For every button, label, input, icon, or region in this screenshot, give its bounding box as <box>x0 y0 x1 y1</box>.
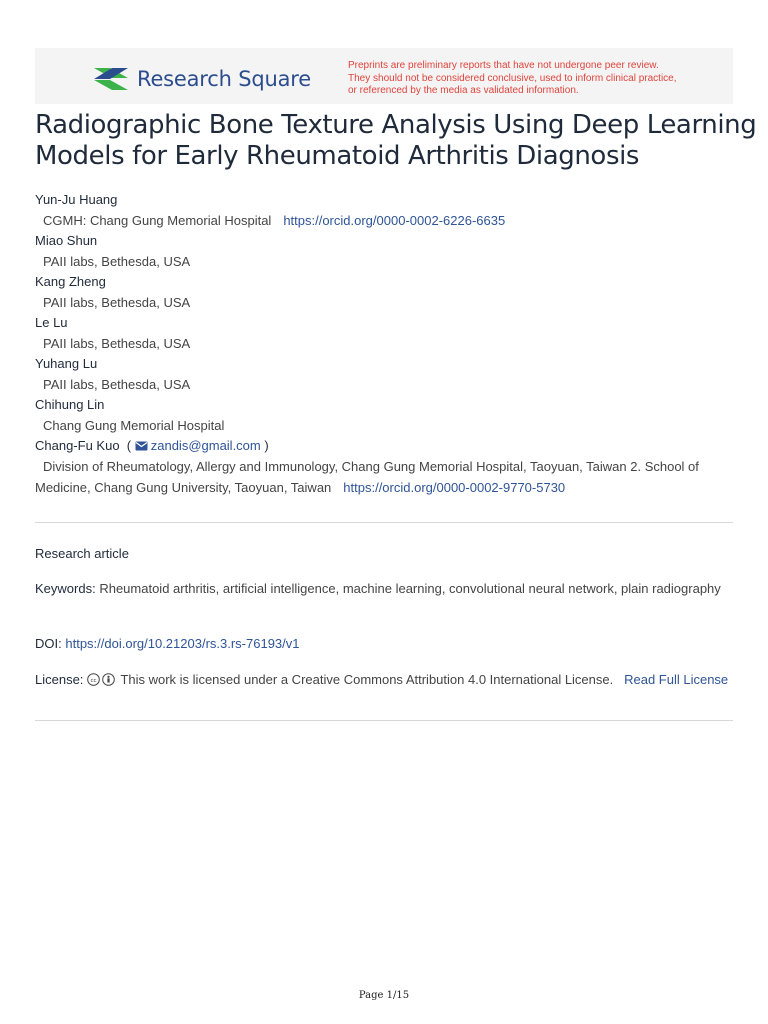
author-name: Le Lu <box>35 315 68 330</box>
divider <box>35 720 733 721</box>
logo-text: Research Square <box>137 67 311 91</box>
doi-link[interactable]: https://doi.org/10.21203/rs.3.rs-76193/v1 <box>65 636 300 651</box>
orcid-link[interactable]: https://orcid.org/0000-0002-9770-5730 <box>343 480 566 495</box>
author-list <box>35 192 735 502</box>
license-section <box>35 670 735 690</box>
envelope-icon <box>135 441 148 451</box>
author-name: Kang Zheng <box>35 274 106 289</box>
license-label: License: <box>35 672 84 687</box>
keywords-value: Rheumatoid arthritis, artificial intelligence, machine learning, convolutional neural network, plain radiography <box>99 581 721 596</box>
doi-section <box>35 634 735 654</box>
author-affiliation: PAII labs, Bethesda, USA <box>43 254 191 269</box>
keywords-label: Keywords: <box>35 581 96 596</box>
author-affiliation: PAII labs, Bethesda, USA <box>43 336 191 351</box>
title-line: Radiographic Bone Texture Analysis Using Deep Learning <box>35 110 757 140</box>
disclaimer-line: They should not be considered conclusive, used to inform clinical practice, <box>348 72 677 84</box>
title-line: Models for Early Rheumatoid Arthritis Diagnosis <box>35 141 640 171</box>
affiliation-text: Division of Rheumatology, Allergy and Immunology, Chang Gung Memorial Hospital, Taoyuan, Taiwan 2. School of Medicine, Chang Gung University, Taoyuan, Taiwan <box>35 459 699 495</box>
license-text: This work is licensed under a Creative Commons Attribution 4.0 International License. <box>120 672 614 687</box>
divider <box>35 522 733 523</box>
author-email-link[interactable]: zandis@gmail.com <box>150 438 261 453</box>
disclaimer-line: Preprints are preliminary reports that have not undergone peer review. <box>348 60 659 71</box>
research-square-logo[interactable] <box>92 64 311 94</box>
svg-text:cc: cc <box>90 677 97 684</box>
affiliation-text: CGMH: Chang Gung Memorial Hospital <box>43 213 272 228</box>
article-type <box>35 544 735 564</box>
author-name: Chihung Lin <box>35 397 105 412</box>
author-affiliation: PAII labs, Bethesda, USA <box>43 295 191 310</box>
author-name: Yun-Ju Huang <box>35 192 118 207</box>
orcid-link[interactable]: https://orcid.org/0000-0002-6226-6635 <box>283 213 506 228</box>
author-affiliation: PAII labs, Bethesda, USA <box>43 377 191 392</box>
research-square-logo-icon <box>92 65 130 93</box>
page-number: Page 1/15 <box>358 990 410 1001</box>
author-affiliation <box>35 456 735 498</box>
author-name: Yuhang Lu <box>35 356 98 371</box>
article-type-label: Research article <box>35 546 129 561</box>
doi-label: DOI: <box>35 636 62 651</box>
paper-title <box>35 110 757 172</box>
corresponding-author: Chang-Fu Kuo ( zandis@gmail.com ) <box>35 438 269 453</box>
author-name: Chang-Fu Kuo <box>35 438 120 453</box>
preprint-disclaimer <box>348 60 728 98</box>
author-affiliation <box>43 213 735 229</box>
disclaimer-line: or referenced by the media as validated information. <box>348 85 579 96</box>
keywords-section <box>35 579 735 599</box>
author-name: Miao Shun <box>35 233 98 248</box>
author-affiliation: Chang Gung Memorial Hospital <box>43 418 225 433</box>
attribution-icon <box>102 673 115 686</box>
creative-commons-icon <box>87 673 100 686</box>
read-full-license-link[interactable]: Read Full License <box>624 672 729 687</box>
